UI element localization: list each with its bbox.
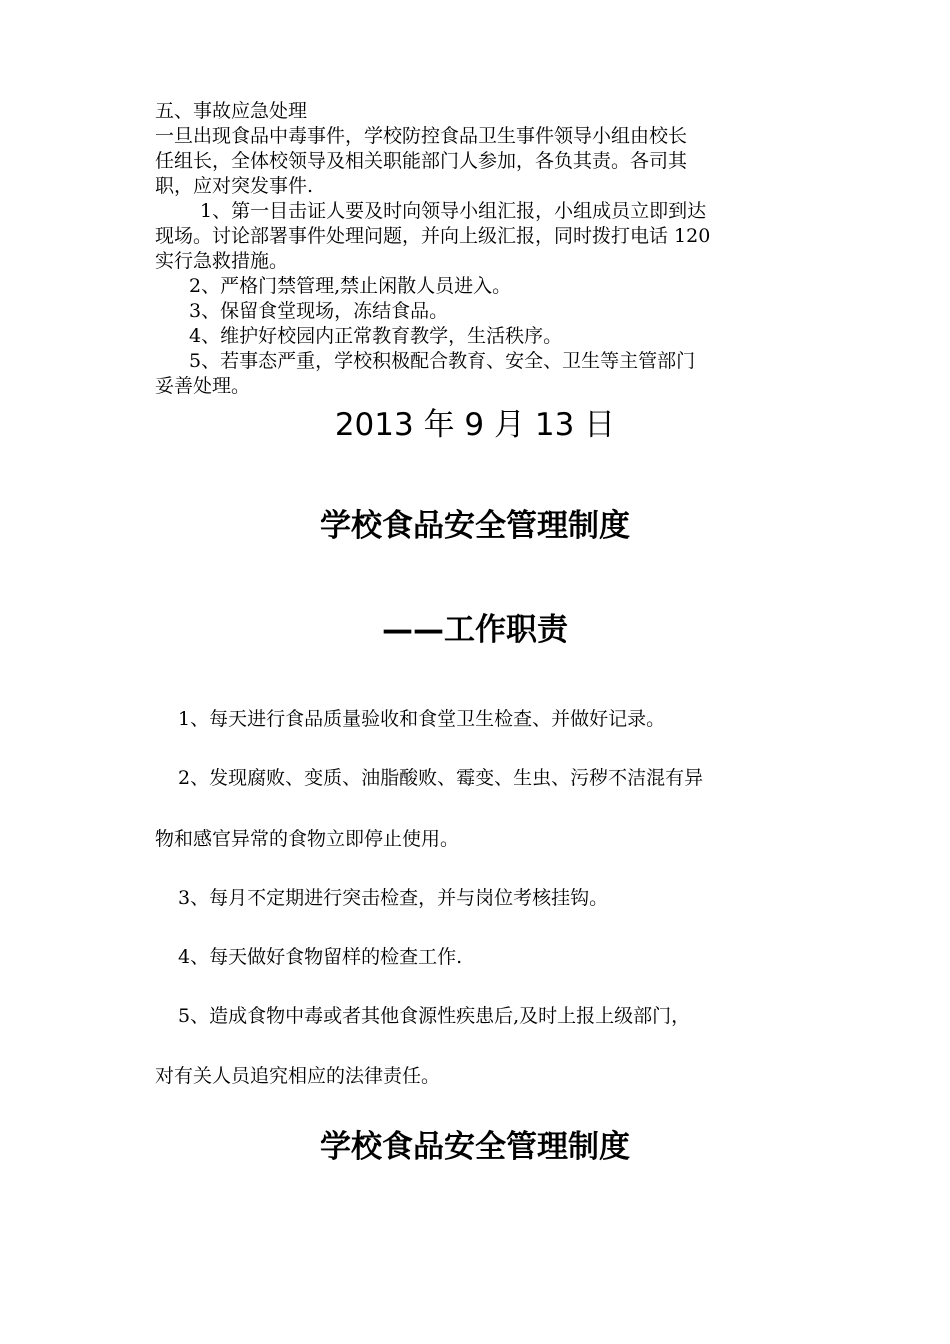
emergency-item-1-line-3: 实行急救措施。 xyxy=(155,250,289,272)
document-title-repeat: 学校食品安全管理制度 xyxy=(320,1129,630,1165)
duty-item-2-line-2: 物和感官异常的食物立即停止使用。 xyxy=(155,828,460,850)
emergency-item-1-line-2: 现场。讨论部署事件处理问题，并向上级汇报，同时拨打电话 120 xyxy=(155,225,711,247)
section-heading: 五、事故应急处理 xyxy=(155,100,308,122)
intro-line-3: 职，应对突发事件. xyxy=(155,175,314,197)
duty-item-4: 4、每天做好食物留样的检查工作. xyxy=(178,946,463,968)
duty-item-3: 3、每月不定期进行突击检查，并与岗位考核挂钩。 xyxy=(178,887,609,909)
document-title: 学校食品安全管理制度 xyxy=(320,508,630,544)
document-subtitle: ——工作职责 xyxy=(382,612,568,648)
intro-line-1: 一旦出现食品中毒事件，学校防控食品卫生事件领导小组由校长 xyxy=(155,125,688,147)
duty-item-1: 1、每天进行食品质量验收和食堂卫生检查、并做好记录。 xyxy=(178,708,666,730)
intro-line-2: 任组长，全体校领导及相关职能部门人参加，各负其责。各司其 xyxy=(155,150,688,172)
emergency-item-5-line-2: 妥善处理。 xyxy=(155,375,251,397)
duty-item-2-line-1: 2、发现腐败、变质、油脂酸败、霉变、生虫、污秽不洁混有异 xyxy=(178,767,704,789)
emergency-item-5-line-1: 5、若事态严重，学校积极配合教育、安全、卫生等主管部门 xyxy=(189,350,696,372)
emergency-item-1-line-1: 1、第一目击证人要及时向领导小组汇报，小组成员立即到达 xyxy=(200,200,707,222)
duty-item-5-line-1: 5、造成食物中毒或者其他食源性疾患后,及时上报上级部门， xyxy=(178,1005,691,1027)
emergency-item-2: 2、严格门禁管理,禁止闲散人员进入。 xyxy=(189,275,512,297)
emergency-item-3: 3、保留食堂现场，冻结食品。 xyxy=(189,300,449,322)
document-date: 2013 年 9 月 13 日 xyxy=(334,407,616,443)
emergency-item-4: 4、维护好校园内正常教育教学，生活秩序。 xyxy=(189,325,563,347)
duty-item-5-line-2: 对有关人员追究相应的法律责任。 xyxy=(155,1065,441,1087)
